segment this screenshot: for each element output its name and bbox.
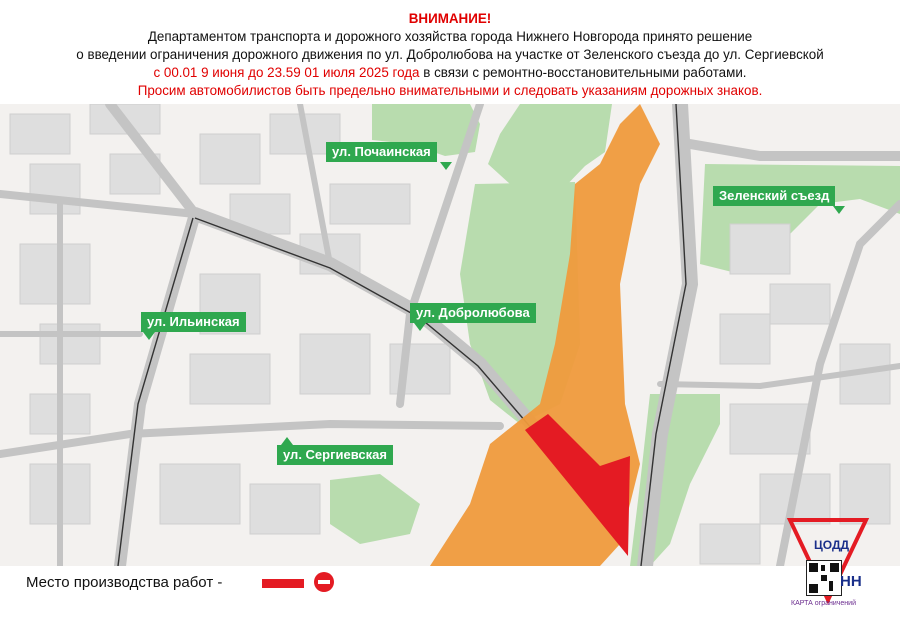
logo-city: НН xyxy=(840,573,862,590)
label-pointer xyxy=(833,206,845,214)
logo-caption: КАРТА ограничений xyxy=(791,600,856,607)
label-pointer xyxy=(281,437,293,445)
notice-title: ВНИМАНИЕ! xyxy=(408,11,492,26)
label-pointer xyxy=(414,323,426,331)
street-label-text: ул. Сергиевская xyxy=(283,447,387,462)
label-pointer xyxy=(440,162,452,170)
no-entry-icon xyxy=(314,572,334,592)
notice-reason: в связи с ремонтно-восстановительными работами. xyxy=(419,65,747,80)
street-label-text: ул. Добролюбова xyxy=(416,305,530,320)
notice-dates: с 00.01 9 июня до 23.59 01 июля 2025 года xyxy=(153,65,420,80)
legend xyxy=(0,566,900,619)
street-label-text: Зеленский съезд xyxy=(719,188,830,203)
street-label-pochainskaya xyxy=(326,142,437,162)
red-bar-icon xyxy=(262,579,304,588)
map-canvas xyxy=(0,104,900,566)
notice-line-2: о введении ограничения дорожного движения по ул. Добролюбова на участке от Зеленского съезда до ул. Сергиевской xyxy=(76,47,824,62)
street-label-zelensky xyxy=(713,186,835,206)
notice-line-1: Департаментом транспорта и дорожного хозяйства города Нижнего Новгорода принято решение xyxy=(147,29,753,44)
logo-name: ЦОДД xyxy=(814,538,850,552)
notice-line-4: Просим автомобилистов быть предельно внимательными и следовать указаниям дорожных знаков. xyxy=(137,83,763,98)
street-label-sergievskaya xyxy=(277,445,393,465)
legend-label: Место производства работ - xyxy=(26,574,223,591)
notice-header xyxy=(0,0,900,104)
street-label-ilinskaya xyxy=(141,312,246,332)
street-label-text: ул. Ильинская xyxy=(147,314,240,329)
map[interactable] xyxy=(0,104,900,566)
street-label-text: ул. Почаинская xyxy=(332,144,431,159)
qr-code-icon[interactable] xyxy=(806,560,842,596)
notice-line-3 xyxy=(0,64,900,82)
street-label-dobrolyubova xyxy=(410,303,536,323)
label-pointer xyxy=(143,332,155,340)
